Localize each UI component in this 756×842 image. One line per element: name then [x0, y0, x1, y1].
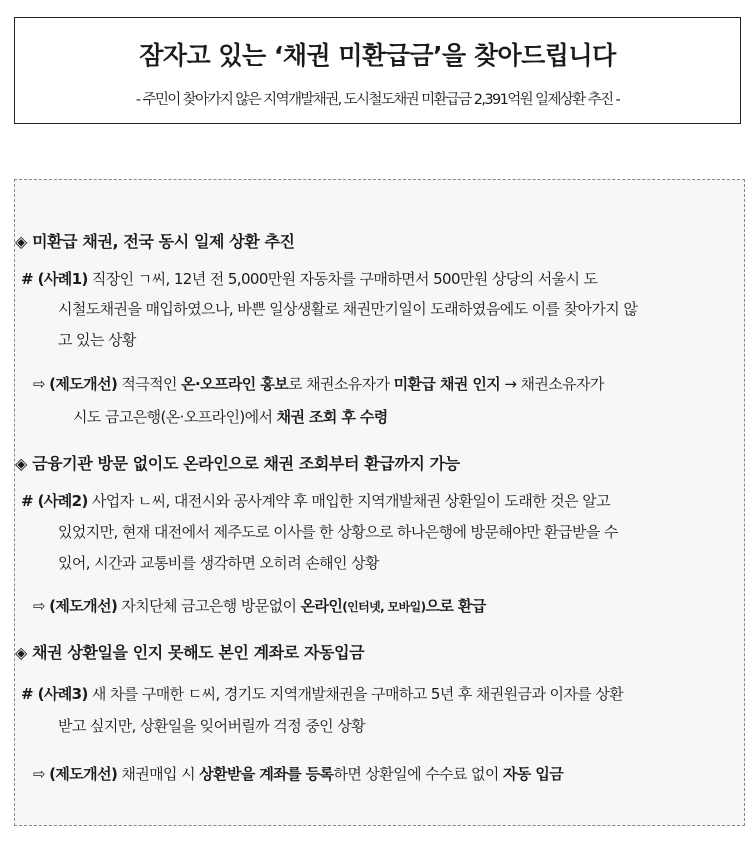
- page-title: 잠자고 있는 ‘채권 미환급금’을 찾아드립니다: [139, 41, 616, 70]
- case-line: 받고 싶지만, 상환일을 잊어버릴까 걱정 중인 상황: [58, 717, 365, 735]
- improvement-emphasis: 온라인: [300, 597, 343, 615]
- improvement-label: (제도개선): [49, 375, 118, 393]
- improvement-line: [33, 596, 486, 617]
- improvement-text: 적극적인: [121, 375, 177, 393]
- improvement-text: 채권매입 시: [121, 765, 196, 783]
- improvement-text: 하면 상환일에 수수료 없이: [333, 765, 499, 783]
- improvement-emphasis: 으로 환급: [425, 597, 486, 615]
- improvement-text: 로 채권소유자가: [288, 375, 390, 393]
- case-line: 고 있는 상황: [58, 331, 136, 349]
- arrow-icon: ⇨: [33, 765, 45, 783]
- case-line: [21, 491, 610, 511]
- case-text: 사업자 ㄴ씨, 대전시와 공사계약 후 매입한 지역개발채권 상환일이 도래한 것은 알고: [91, 492, 611, 510]
- improvement-line: [33, 374, 604, 394]
- case-text: 직장인 ㄱ씨, 12년 전 5,000만원 자동차를 구매하면서 500만원 상당의 서울시 도: [91, 270, 598, 288]
- case-line: [21, 684, 623, 704]
- improvement-emphasis: 채권 조회 후 수령: [276, 408, 388, 426]
- case-label: # (사례2): [21, 492, 88, 510]
- section-heading: ◈ 채권 상환일을 인지 못해도 본인 계좌로 자동입금: [15, 643, 365, 662]
- case-line: 있었지만, 현재 대전에서 제주도로 이사를 한 상황으로 하나은행에 방문해야만 환급받을 수: [58, 523, 618, 541]
- content-box: [14, 179, 745, 826]
- improvement-text: 자치단체 금고은행 방문없이: [121, 597, 297, 615]
- improvement-note: (인터넷, 모바일): [342, 600, 426, 614]
- improvement-emphasis: 자동 입금: [502, 765, 564, 783]
- case-label: # (사례1): [21, 270, 88, 288]
- case-line: 있어, 시간과 교통비를 생각하면 오히려 손해인 상황: [58, 554, 379, 572]
- improvement-text: → 채권소유자가: [504, 375, 604, 393]
- page-subtitle: - 주민이 찾아가지 않은 지역개발채권, 도시철도채권 미환급금 2,391억원 일제상환 추진 -: [135, 92, 620, 108]
- improvement-emphasis: 상환받을 계좌를 등록: [199, 765, 334, 783]
- improvement-emphasis: 온·오프라인 홍보: [181, 375, 289, 393]
- case-text: 새 차를 구매한 ㄷ씨, 경기도 지역개발채권을 구매하고 5년 후 채권원금과 이자를 상환: [91, 685, 624, 703]
- section-heading: ◈ 금융기관 방문 없이도 온라인으로 채권 조회부터 환급까지 가능: [15, 454, 460, 473]
- improvement-line: [73, 407, 388, 427]
- case-label: # (사례3): [21, 685, 88, 703]
- case-line: [21, 269, 597, 289]
- section-heading: ◈ 미환급 채권, 전국 동시 일제 상환 추진: [15, 232, 295, 251]
- improvement-line: [33, 764, 563, 784]
- title-box: [14, 17, 741, 124]
- improvement-emphasis: 미환급 채권 인지: [393, 375, 501, 393]
- improvement-label: (제도개선): [49, 597, 118, 615]
- arrow-icon: ⇨: [33, 375, 45, 393]
- case-line: 시철도채권을 매입하였으나, 바쁜 일상생활로 채권만기일이 도래하였음에도 이를 찾아가지 않: [58, 300, 638, 318]
- improvement-text: 시도 금고은행(온·오프라인)에서: [73, 408, 273, 426]
- improvement-label: (제도개선): [49, 765, 118, 783]
- arrow-icon: ⇨: [33, 597, 45, 615]
